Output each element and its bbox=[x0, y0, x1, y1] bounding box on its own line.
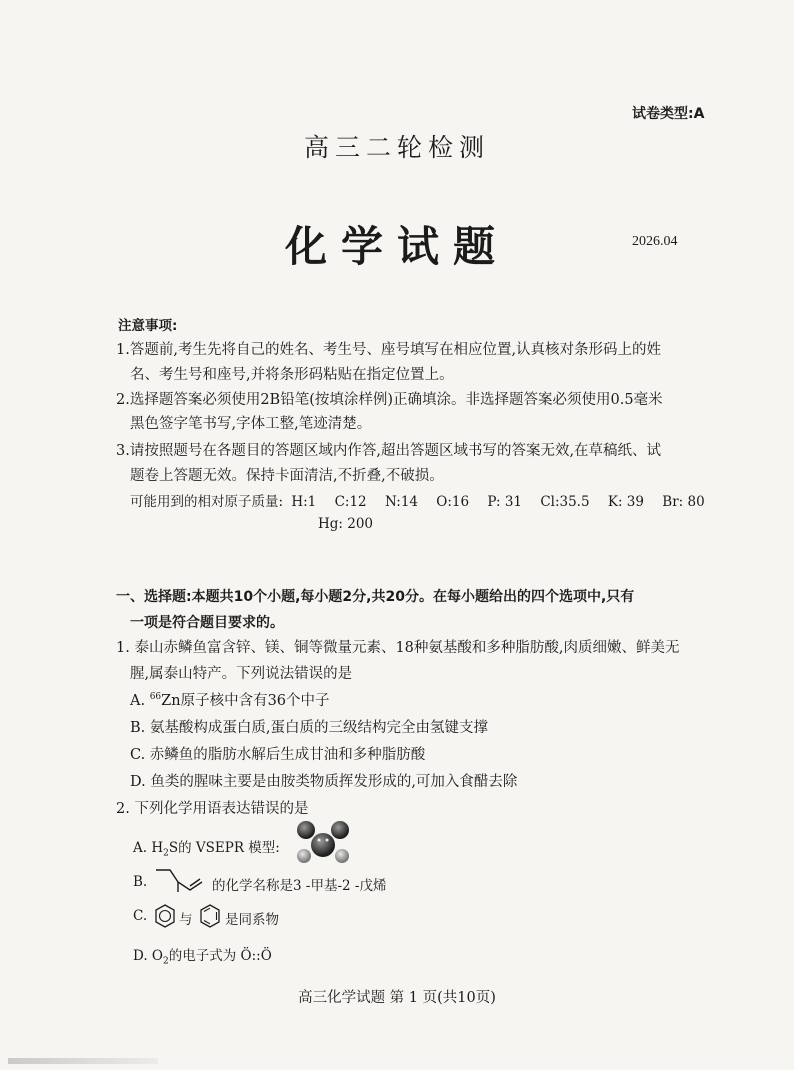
atomic-mass: N:14 bbox=[384, 494, 418, 510]
paper-type-label: 试卷类型:A bbox=[632, 106, 705, 122]
q2-option-c-label: C. bbox=[133, 908, 148, 924]
notice-line: 2.选择题答案必须使用2B铅笔(按填涂样例)正确填涂。非选择题答案必须使用0.5毫米 bbox=[116, 392, 663, 408]
vsepr-model-diagram bbox=[292, 818, 354, 868]
option-text: S的 VSEPR 模型: bbox=[168, 840, 280, 856]
q2-option-b-text: 的化学名称是3 -甲基-2 -戊烯 bbox=[212, 878, 387, 894]
mass-number: 66 bbox=[149, 692, 162, 703]
atomic-mass: C:12 bbox=[334, 494, 367, 510]
scan-edge-mark bbox=[8, 1058, 158, 1064]
section-heading: 一、选择题:本题共10个小题,每小题2分,共20分。在每小题给出的四个选项中,只有 bbox=[116, 589, 635, 605]
atomic-mass: H:1 bbox=[291, 494, 317, 510]
atomic-mass: K: 39 bbox=[607, 494, 644, 510]
q1-option-d: D. 鱼类的腥味主要是由胺类物质挥发形成的,可加入食醋去除 bbox=[130, 774, 518, 790]
option-label: D. O bbox=[133, 948, 163, 964]
q2-option-d bbox=[133, 944, 272, 967]
q2-stem: 2. 下列化学用语表达错误的是 bbox=[116, 801, 309, 817]
q1-option-a bbox=[130, 689, 330, 710]
option-text: Zn原子核中含有36个中子 bbox=[161, 693, 330, 709]
atomic-mass: Br: 80 bbox=[662, 494, 705, 510]
cyclohexene-ring-diagram bbox=[198, 903, 222, 929]
notice-line: 名、考生号和座号,并将条形码粘贴在指定位置上。 bbox=[130, 367, 454, 383]
q2-option-a bbox=[133, 836, 280, 859]
subscript: 2 bbox=[163, 848, 169, 859]
atomic-mass: Cl:35.5 bbox=[540, 494, 590, 510]
atomic-mass: O:16 bbox=[436, 494, 470, 510]
q2-option-c-mid: 与 bbox=[179, 912, 193, 928]
notice-line: 1.答题前,考生先将自己的姓名、考生号、座号填写在相应位置,认真核对条形码上的姓 bbox=[116, 342, 662, 358]
atomic-mass-list bbox=[130, 490, 705, 510]
atomic-mass: P: 31 bbox=[487, 494, 523, 510]
subscript: 2 bbox=[163, 956, 169, 967]
q2-option-c-text: 是同系物 bbox=[225, 912, 279, 928]
q1-option-c: C. 赤鳞鱼的脂肪水解后生成甘油和多种脂肪酸 bbox=[130, 747, 426, 763]
exam-title: 化学试题 bbox=[284, 222, 509, 271]
option-label: A. bbox=[130, 693, 150, 709]
atomic-mass-extra: Hg: 200 bbox=[318, 516, 374, 532]
q1-stem: 1. 泰山赤鳞鱼富含锌、镁、铜等微量元素、18种氨基酸和多种脂肪酸,肉质细嫩、鲜美无 bbox=[116, 640, 680, 656]
electron-formula: Ö::Ö bbox=[240, 948, 272, 964]
notice-line: 3.请按照题号在各题目的答题区域内作答,超出答题区域书写的答案无效,在草稿纸、试 bbox=[116, 443, 662, 459]
page-footer: 高三化学试题 第 1 页(共10页) bbox=[298, 990, 496, 1006]
notice-heading: 注意事项: bbox=[118, 318, 178, 334]
atomic-mass-label: 可能用到的相对原子质量: bbox=[130, 494, 284, 510]
notice-line: 黑色签字笔书写,字体工整,笔迹清楚。 bbox=[130, 416, 372, 432]
notice-line: 题卷上答题无效。保持卡面清洁,不折叠,不破损。 bbox=[130, 468, 444, 484]
exam-date: 2026.04 bbox=[632, 234, 678, 249]
q1-option-b: B. 氨基酸构成蛋白质,蛋白质的三级结构完全由氢键支撑 bbox=[130, 720, 488, 736]
q1-stem-cont: 腥,属泰山特产。下列说法错误的是 bbox=[130, 666, 353, 682]
option-text: 的电子式为 bbox=[168, 948, 237, 964]
benzene-ring-diagram bbox=[153, 903, 177, 929]
exam-subtitle: 高三二轮检测 bbox=[303, 133, 490, 162]
q2-option-b-label: B. bbox=[133, 874, 148, 890]
option-label: A. H bbox=[133, 840, 164, 856]
section-heading-cont: 一项是符合题目要求的。 bbox=[130, 615, 284, 631]
skeletal-formula-diagram bbox=[152, 862, 212, 894]
